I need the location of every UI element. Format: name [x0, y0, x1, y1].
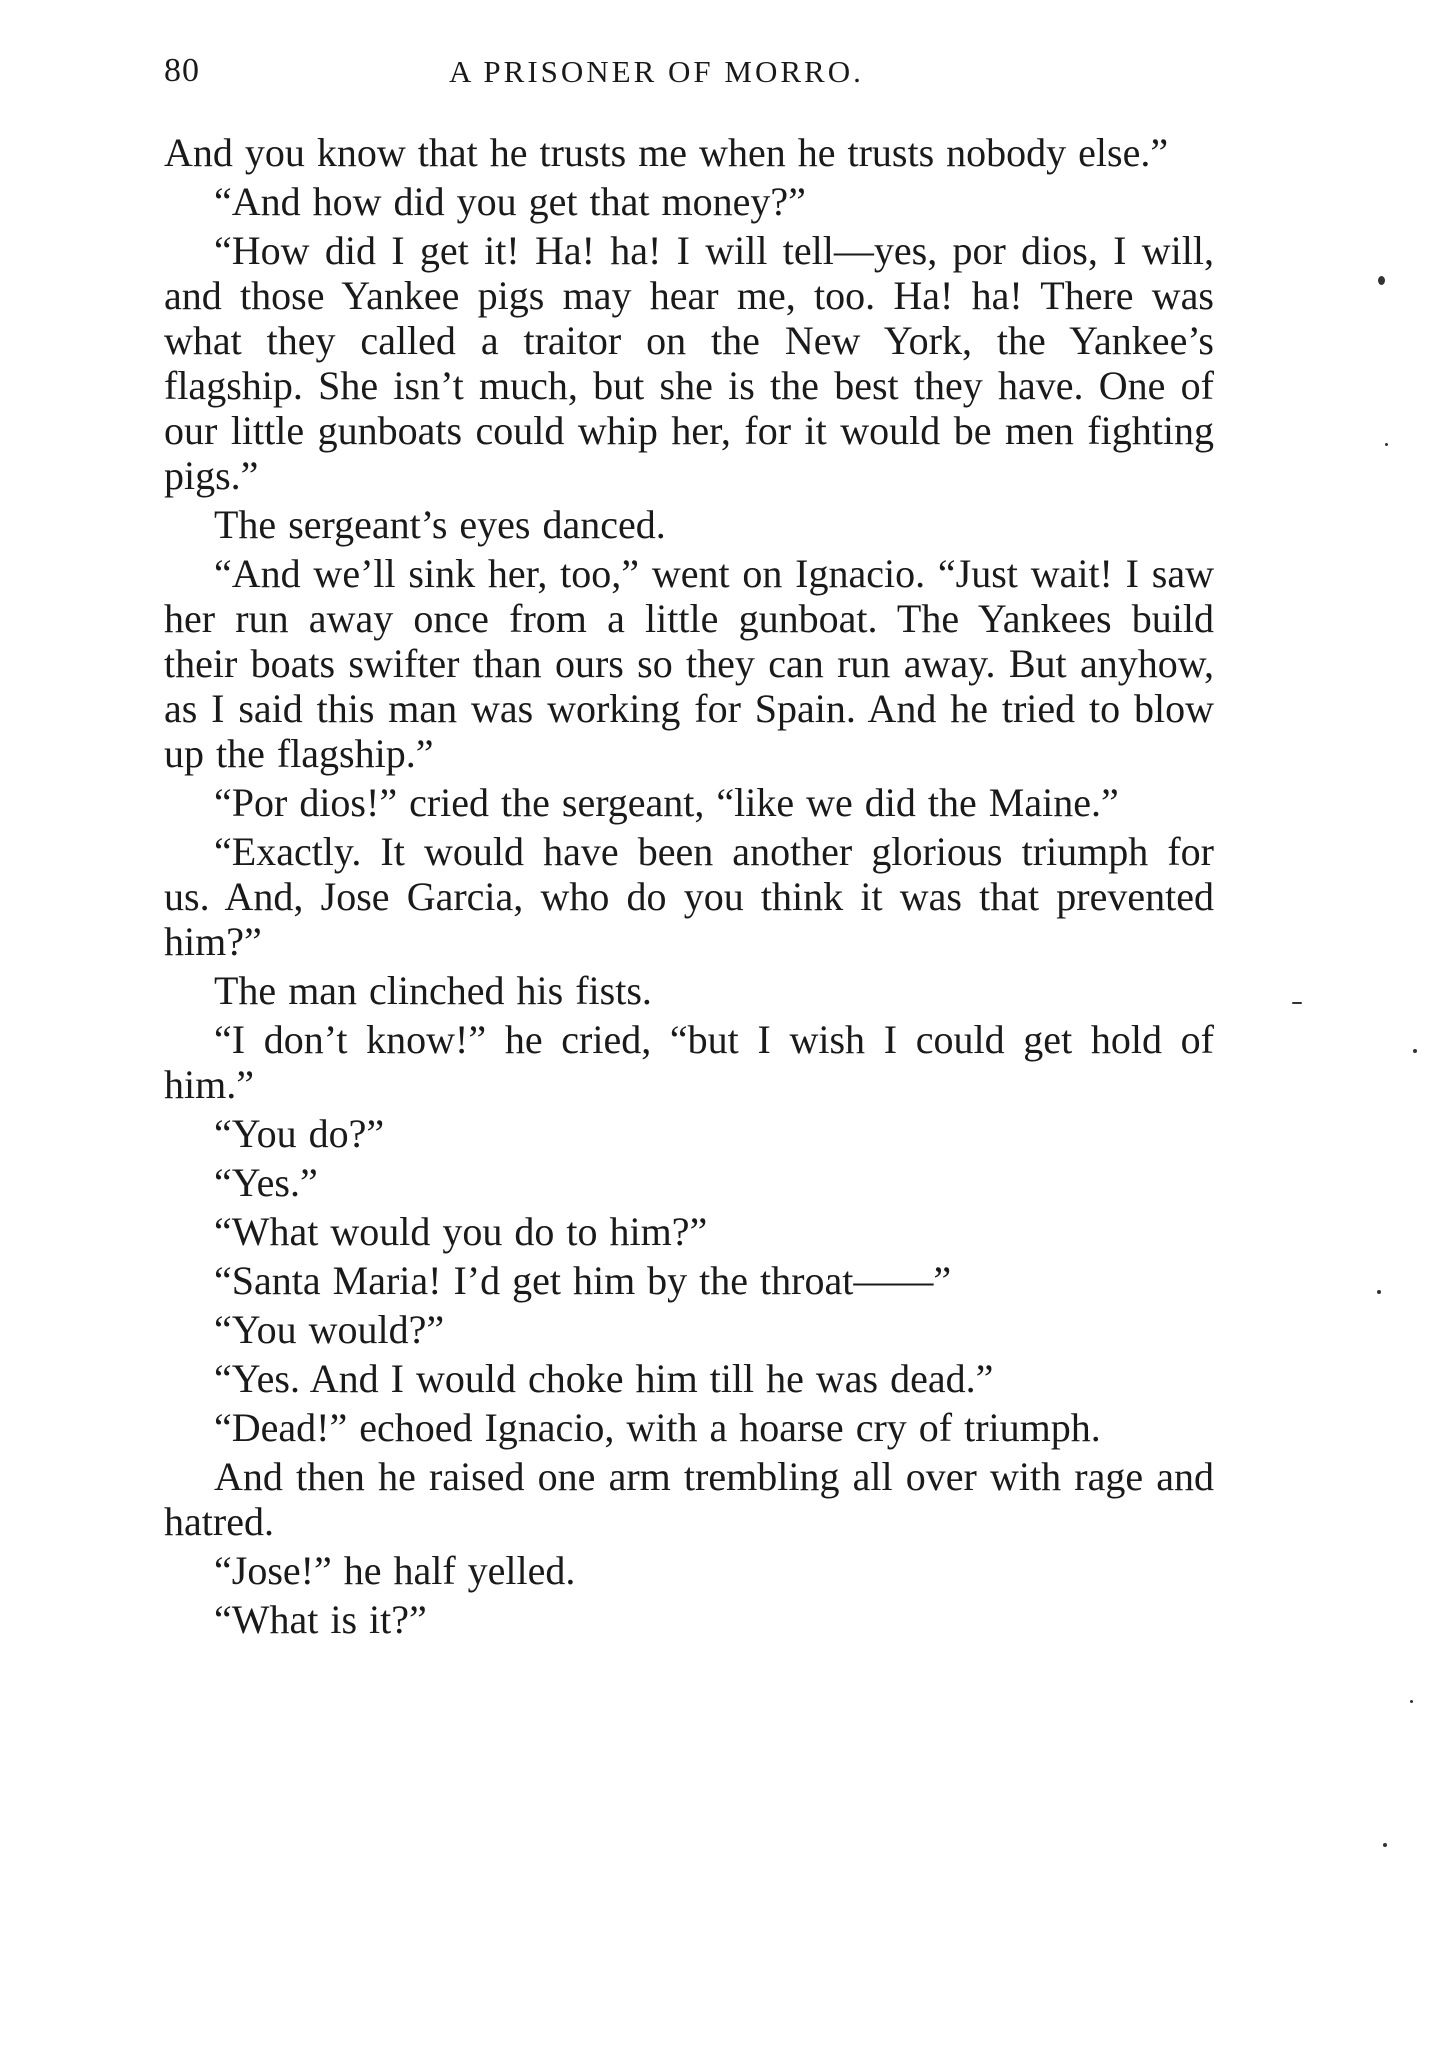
paragraph: The man clinched his fists. — [214, 968, 652, 1013]
paragraph: And then he raised one arm trembling all over with rage and hatred. — [164, 1454, 1214, 1544]
paragraph: “Exactly. It would have been another glorious triumph for us. And, Jose Garcia, who do you think it was that prevented him?” — [164, 829, 1214, 964]
body-text — [164, 130, 1214, 1646]
paragraph: “And how did you get that money?” — [214, 179, 806, 224]
paragraph: “Santa Maria! I’d get him by the throat——” — [214, 1258, 952, 1303]
paragraph: “What would you do to him?” — [214, 1209, 708, 1254]
page-header — [164, 52, 1210, 102]
scan-speck — [1410, 1700, 1413, 1703]
scan-speck — [1383, 1843, 1387, 1847]
paragraph: “Jose!” he half yelled. — [214, 1548, 576, 1593]
scan-speck — [1385, 443, 1388, 446]
paragraph: “How did I get it! Ha! ha! I will tell—yes, por dios, I will, and those Yankee pigs may hear me, too. Ha! ha! There was what they called a traitor on the New York, the Yankee’s flagship. She isn’t much, but she is the best they have. One of our little gunboats could whip her, for it would be men fighting pigs.” — [164, 228, 1214, 498]
paragraph: And you know that he trusts me when he trusts nobody else.” — [164, 130, 1169, 175]
paragraph: “Yes. And I would choke him till he was dead.” — [214, 1356, 994, 1401]
paragraph: “Por dios!” cried the sergeant, “like we did the Maine.” — [214, 780, 1119, 825]
paragraph: “I don’t know!” he cried, “but I wish I could get hold of him.” — [164, 1017, 1214, 1107]
paragraph: “And we’ll sink her, too,” went on Ignacio. “Just wait! I saw her run away once from a little gunboat. The Yankees build their boats swifter than ours so they can run away. But anyhow, as I said this man was working for Spain. And he tried to blow up the flagship.” — [164, 551, 1214, 776]
page-number: 80 — [164, 52, 200, 89]
paragraph: “Dead!” echoed Ignacio, with a hoarse cry of triumph. — [214, 1405, 1101, 1450]
paragraph: The sergeant’s eyes danced. — [214, 502, 666, 547]
running-title: A PRISONER OF MORRO. — [449, 54, 864, 89]
scan-speck — [1413, 1049, 1417, 1053]
paragraph: “What is it?” — [214, 1597, 427, 1642]
paragraph: “You do?” — [214, 1111, 385, 1156]
scan-speck — [1378, 276, 1385, 285]
scan-speck — [1292, 1002, 1302, 1004]
paragraph: “Yes.” — [214, 1160, 318, 1205]
paragraph: “You would?” — [214, 1307, 445, 1352]
scan-speck — [1377, 1290, 1381, 1294]
